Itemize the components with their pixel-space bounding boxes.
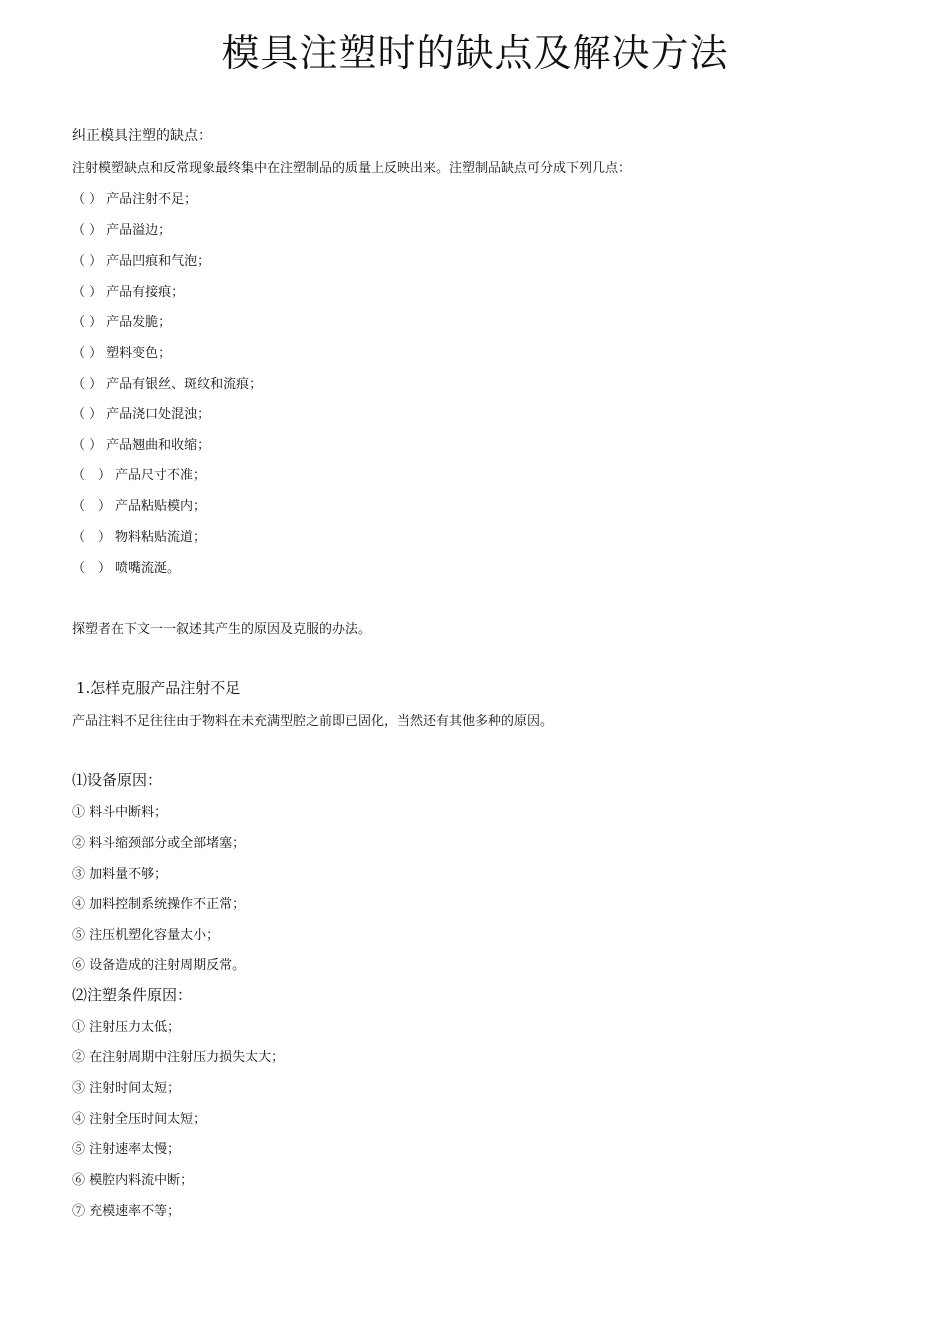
list-item: ② 料斗缩颈部分或全部堵塞；	[72, 836, 246, 851]
list-item: ④ 加料控制系统操作不正常；	[72, 897, 246, 912]
list-item	[72, 284, 184, 302]
list-item	[72, 376, 262, 394]
list-item-text: 产品粘贴模内；	[115, 499, 207, 514]
list-item: ⑥ 设备造成的注射周期反常。	[72, 958, 246, 973]
list-item-marker: （ ）	[72, 530, 112, 545]
list-item-marker: （ ）	[72, 407, 103, 422]
molding-heading: ⑵注塑条件原因：	[72, 986, 193, 1004]
list-item: ⑤ 注压机塑化容量太小；	[72, 928, 220, 943]
list-item-marker: （ ）	[72, 223, 103, 238]
list-item-marker: （ ）	[72, 346, 103, 361]
list-item-marker: （ ）	[72, 192, 103, 207]
equipment-heading: ⑴设备原因：	[72, 771, 163, 789]
list-item-text: 塑料变色；	[106, 346, 172, 361]
list-item-text: 产品发脆；	[106, 315, 172, 330]
list-item: ⑦ 充模速率不等；	[72, 1204, 181, 1219]
list-item-marker: （ ）	[72, 254, 103, 269]
list-item-text: 产品有接痕；	[106, 285, 185, 300]
list-item-text: 物料粘贴流道；	[115, 530, 207, 545]
list-item	[72, 406, 210, 424]
list-item: ② 在注射周期中注射压力损失太大；	[72, 1050, 285, 1065]
list-item-text: 产品尺寸不准；	[115, 468, 207, 483]
list-item-text: 产品注射不足；	[106, 192, 198, 207]
list-item	[72, 222, 171, 240]
list-item-text: 产品翘曲和收缩；	[106, 438, 211, 453]
list-item	[72, 253, 210, 271]
list-item	[72, 467, 206, 485]
list-item-marker: （ ）	[72, 438, 103, 453]
list-item-text: 产品浇口处混浊；	[106, 407, 211, 422]
transition-paragraph: 探塑者在下文一一叙述其产生的原因及克服的办法。	[72, 622, 372, 637]
list-item: ① 料斗中断料；	[72, 805, 168, 820]
list-item-marker: （ ）	[72, 315, 103, 330]
list-item-text: 产品溢边；	[106, 223, 172, 238]
list-item: ⑤ 注射速率太慢；	[72, 1142, 181, 1157]
list-item	[72, 498, 206, 516]
intro-paragraph: 注射模塑缺点和反常现象最终集中在注塑制品的质量上反映出来。注塑制品缺点可分成下列几点：	[72, 161, 632, 176]
list-item-text: 喷嘴流涎。	[115, 561, 181, 576]
document-title: 模具注塑时的缺点及解决方法	[221, 31, 729, 75]
list-item: ① 注射压力太低；	[72, 1020, 181, 1035]
question-intro: 产品注料不足往往由于物料在未充满型腔之前即已固化，当然还有其他多种的原因。	[72, 714, 554, 729]
list-item: ④ 注射全压时间太短；	[72, 1112, 207, 1127]
list-item-marker: （ ）	[72, 377, 103, 392]
list-item	[72, 560, 180, 578]
list-item-marker: （ ）	[72, 468, 112, 483]
list-item	[72, 529, 206, 547]
list-item: ⑥ 模腔内料流中断；	[72, 1173, 194, 1188]
list-item	[72, 191, 197, 209]
list-item: ③ 注射时间太短；	[72, 1081, 181, 1096]
section-heading: 纠正模具注塑的缺点：	[72, 128, 212, 144]
list-item	[72, 314, 171, 332]
list-item-marker: （ ）	[72, 561, 112, 576]
list-item	[72, 437, 210, 455]
list-item: ③ 加料量不够；	[72, 867, 168, 882]
list-item	[72, 345, 171, 363]
list-item-marker: （ ）	[72, 285, 103, 300]
list-item-marker: （ ）	[72, 499, 112, 514]
question-heading: 1.怎样克服产品注射不足	[76, 679, 241, 697]
list-item-text: 产品有银丝、斑纹和流痕；	[106, 377, 263, 392]
list-item-text: 产品凹痕和气泡；	[106, 254, 211, 269]
